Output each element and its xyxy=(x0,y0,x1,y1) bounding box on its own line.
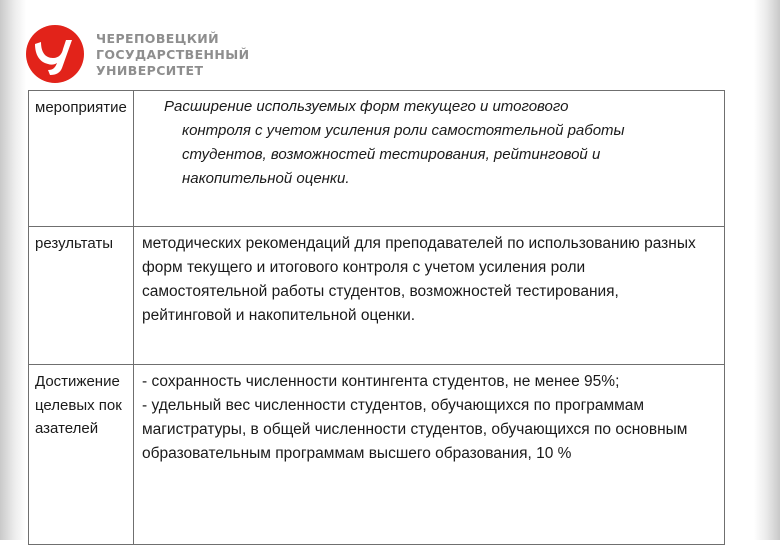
row-label-cell xyxy=(29,91,134,227)
row-label: Достижение целевых показателей xyxy=(35,373,122,437)
row-label: мероприятие xyxy=(35,99,127,116)
row-text-cell xyxy=(134,365,725,545)
row-text-cell xyxy=(134,227,725,365)
university-header xyxy=(26,22,249,86)
bullet-item: - удельный вес численности студентов, обучающихся по программам магистратуры, в общей численности студентов, обучающихся по основным образовательным программам высшего образования, 10 % xyxy=(142,397,688,462)
left-edge-shadow xyxy=(0,0,26,540)
row-label: результаты xyxy=(35,235,113,252)
row-text xyxy=(134,365,724,472)
info-table xyxy=(28,90,725,545)
university-name-line-2: ГОСУДАРСТВЕННЫЙ xyxy=(96,46,250,62)
table-row xyxy=(29,365,725,545)
row-text-continuation: контроля с учетом усиления роли самостоятельной работы студентов, возможностей тестирования, рейтинговой и накопительной оценки. xyxy=(182,122,625,187)
row-label-cell xyxy=(29,227,134,365)
table-row xyxy=(29,91,725,227)
row-text-cell xyxy=(134,91,725,227)
row-text-first-line: Расширение используемых форм текущего и итогового xyxy=(164,98,569,115)
university-name-line-1: ЧЕРЕПОВЕЦКИЙ xyxy=(96,30,220,46)
row-label-cell xyxy=(29,365,134,545)
university-logo-icon xyxy=(26,25,84,83)
university-name-line-3: УНИВЕРСИТЕТ xyxy=(96,62,204,78)
right-edge-shadow xyxy=(754,0,780,540)
bullet-item: - сохранность численности контингента студентов, не менее 95%; xyxy=(142,373,620,390)
row-text xyxy=(134,91,724,197)
university-name xyxy=(96,31,249,78)
table-row xyxy=(29,227,725,365)
row-text: методических рекомендаций для преподавателей по использованию разных форм текущего и итогового контроля с учетом усиления роли самостоятельной работы студентов, возможностей тестирования, рейтинговой и накопительной оценки. xyxy=(142,235,696,324)
